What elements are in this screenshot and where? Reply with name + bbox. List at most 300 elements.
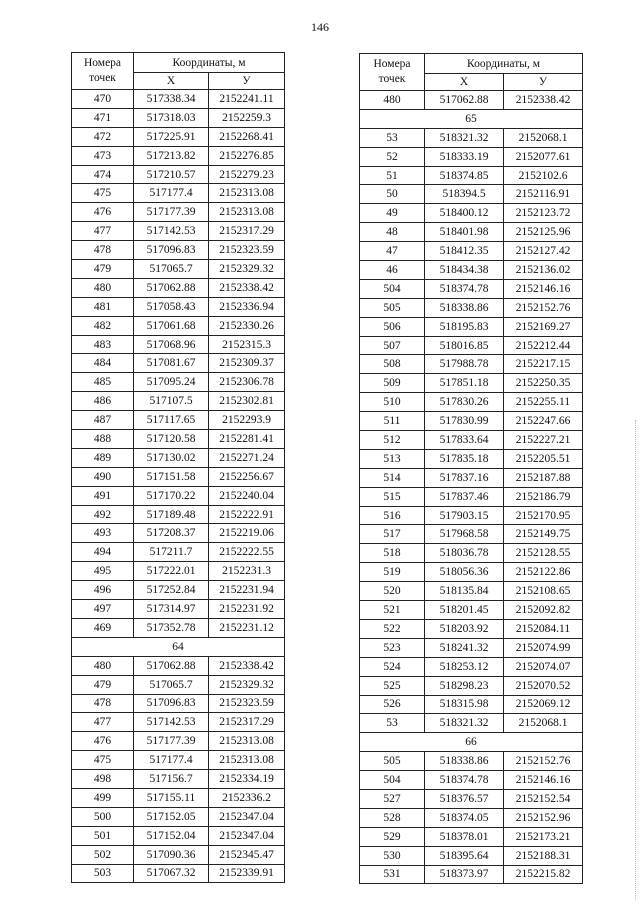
header-y: У: [504, 74, 583, 91]
x-coordinate-cell: 518195.83: [425, 317, 504, 336]
y-coordinate-cell: 2152146.16: [504, 771, 583, 790]
point-number-cell: 502: [72, 845, 134, 864]
point-number-cell: 53: [360, 714, 425, 733]
point-number-cell: 478: [72, 694, 134, 713]
y-coordinate-cell: 2152123.72: [504, 204, 583, 223]
point-number-cell: 480: [72, 278, 134, 297]
y-coordinate-cell: 2152276.85: [209, 146, 285, 165]
y-coordinate-cell: 2152317.29: [209, 713, 285, 732]
y-coordinate-cell: 2152293.9: [209, 411, 285, 430]
y-coordinate-cell: 2152241.11: [209, 90, 285, 109]
table-row: [360, 431, 583, 450]
y-coordinate-cell: 2152329.32: [209, 675, 285, 694]
point-number-cell: 522: [360, 619, 425, 638]
x-coordinate-cell: 517090.36: [134, 845, 209, 864]
x-coordinate-cell: 517833.64: [425, 431, 504, 450]
point-number-cell: 526: [360, 695, 425, 714]
y-coordinate-cell: 2152268.41: [209, 127, 285, 146]
point-number-cell: 476: [72, 203, 134, 222]
point-number-cell: 484: [72, 354, 134, 373]
header-y: У: [209, 73, 285, 90]
x-coordinate-cell: 517120.58: [134, 430, 209, 449]
x-coordinate-cell: 518298.23: [425, 676, 504, 695]
point-number-cell: 476: [72, 732, 134, 751]
x-coordinate-cell: 517065.7: [134, 675, 209, 694]
y-coordinate-cell: 2152256.67: [209, 467, 285, 486]
x-coordinate-cell: 517151.58: [134, 467, 209, 486]
point-number-cell: 477: [72, 222, 134, 241]
x-coordinate-cell: 517156.7: [134, 770, 209, 789]
x-coordinate-cell: 518400.12: [425, 204, 504, 223]
point-number-cell: 503: [72, 864, 134, 883]
x-coordinate-cell: 518036.78: [425, 544, 504, 563]
y-coordinate-cell: 2152146.16: [504, 279, 583, 298]
x-coordinate-cell: 517352.78: [134, 618, 209, 637]
x-coordinate-cell: 517067.32: [134, 864, 209, 883]
point-number-cell: 517: [360, 525, 425, 544]
y-coordinate-cell: 2152281.41: [209, 430, 285, 449]
x-coordinate-cell: 517252.84: [134, 581, 209, 600]
x-coordinate-cell: 517062.88: [425, 91, 504, 110]
point-number-cell: 504: [360, 771, 425, 790]
table-row: [360, 619, 583, 638]
table-row: [72, 732, 285, 751]
x-coordinate-cell: 518376.57: [425, 789, 504, 808]
y-coordinate-cell: 2152084.11: [504, 619, 583, 638]
table-row: [72, 127, 285, 146]
table-row: [360, 808, 583, 827]
section-row: [360, 109, 583, 128]
x-coordinate-cell: 517318.03: [134, 108, 209, 127]
y-coordinate-cell: 2152336.94: [209, 297, 285, 316]
point-number-cell: 488: [72, 430, 134, 449]
point-number-cell: 494: [72, 543, 134, 562]
table-row: [360, 393, 583, 412]
page-number: 146: [311, 20, 329, 34]
y-coordinate-cell: 2152188.31: [504, 846, 583, 865]
table-row: [72, 486, 285, 505]
x-coordinate-cell: 518241.32: [425, 638, 504, 657]
section-number: 64: [72, 637, 285, 656]
x-coordinate-cell: 518338.86: [425, 752, 504, 771]
point-number-cell: 495: [72, 562, 134, 581]
x-coordinate-cell: 518338.86: [425, 298, 504, 317]
table-row: [360, 506, 583, 525]
table-row: [360, 865, 583, 884]
y-coordinate-cell: 2152222.91: [209, 505, 285, 524]
y-coordinate-cell: 2152347.04: [209, 807, 285, 826]
point-number-cell: 528: [360, 808, 425, 827]
table-row: [360, 279, 583, 298]
y-coordinate-cell: 2152212.44: [504, 336, 583, 355]
y-coordinate-cell: 2152255.11: [504, 393, 583, 412]
x-coordinate-cell: 518374.78: [425, 771, 504, 790]
y-coordinate-cell: 2152092.82: [504, 601, 583, 620]
point-number-cell: 491: [72, 486, 134, 505]
table-row: [72, 694, 285, 713]
table-row: [360, 468, 583, 487]
x-coordinate-cell: 517107.5: [134, 392, 209, 411]
table-row: [360, 846, 583, 865]
table-row: [72, 826, 285, 845]
table-row: [360, 525, 583, 544]
y-coordinate-cell: 2152329.32: [209, 260, 285, 279]
table-row: [72, 751, 285, 770]
table-row: [360, 582, 583, 601]
table-row: [72, 278, 285, 297]
point-number-cell: 471: [72, 108, 134, 127]
x-coordinate-cell: 517208.37: [134, 524, 209, 543]
x-coordinate-cell: 518394.5: [425, 185, 504, 204]
y-coordinate-cell: 2152127.42: [504, 242, 583, 261]
point-number-cell: 524: [360, 657, 425, 676]
x-coordinate-cell: 517065.7: [134, 260, 209, 279]
y-coordinate-cell: 2152345.47: [209, 845, 285, 864]
header-point-number: Номера точек: [72, 53, 134, 90]
y-coordinate-cell: 2152068.1: [504, 714, 583, 733]
point-number-cell: 486: [72, 392, 134, 411]
table-row: [360, 355, 583, 374]
table-row: [72, 448, 285, 467]
point-number-cell: 481: [72, 297, 134, 316]
y-coordinate-cell: 2152173.21: [504, 827, 583, 846]
table-row: [360, 771, 583, 790]
point-number-cell: 506: [360, 317, 425, 336]
point-number-cell: 47: [360, 242, 425, 261]
x-coordinate-cell: 517177.39: [134, 203, 209, 222]
point-number-cell: 492: [72, 505, 134, 524]
point-number-cell: 505: [360, 298, 425, 317]
y-coordinate-cell: 2152219.06: [209, 524, 285, 543]
x-coordinate-cell: 518016.85: [425, 336, 504, 355]
x-coordinate-cell: 517058.43: [134, 297, 209, 316]
x-coordinate-cell: 518374.78: [425, 279, 504, 298]
y-coordinate-cell: 2152323.59: [209, 241, 285, 260]
table-row: [360, 449, 583, 468]
x-coordinate-cell: 517130.02: [134, 448, 209, 467]
x-coordinate-cell: 518374.05: [425, 808, 504, 827]
table-row: [72, 770, 285, 789]
coordinates-table-right: [359, 53, 583, 884]
table-row: [72, 600, 285, 619]
section-number: 65: [360, 109, 583, 128]
y-coordinate-cell: 2152170.95: [504, 506, 583, 525]
x-coordinate-cell: 517837.46: [425, 487, 504, 506]
x-coordinate-cell: 517830.99: [425, 412, 504, 431]
y-coordinate-cell: 2152306.78: [209, 373, 285, 392]
y-coordinate-cell: 2152227.21: [504, 431, 583, 450]
table-row: [360, 544, 583, 563]
header-coordinates: Координаты, м: [425, 54, 583, 74]
table-row: [360, 336, 583, 355]
table-row: [72, 562, 285, 581]
y-coordinate-cell: 2152338.42: [209, 656, 285, 675]
point-number-cell: 478: [72, 241, 134, 260]
y-coordinate-cell: 2152336.2: [209, 788, 285, 807]
y-coordinate-cell: 2152217.15: [504, 355, 583, 374]
header-point-number: Номера точек: [360, 54, 425, 91]
table-row: [72, 467, 285, 486]
y-coordinate-cell: 2152231.92: [209, 600, 285, 619]
table-row: [72, 335, 285, 354]
point-number-cell: 518: [360, 544, 425, 563]
point-number-cell: 529: [360, 827, 425, 846]
coordinates-table-left: [71, 52, 285, 883]
y-coordinate-cell: 2152247.66: [504, 412, 583, 431]
x-coordinate-cell: 517211.7: [134, 543, 209, 562]
table-row: [72, 392, 285, 411]
table-row: [360, 242, 583, 261]
x-coordinate-cell: 517081.67: [134, 354, 209, 373]
y-coordinate-cell: 2152116.91: [504, 185, 583, 204]
table-row: [72, 524, 285, 543]
y-coordinate-cell: 2152136.02: [504, 261, 583, 280]
table-row: [360, 204, 583, 223]
x-coordinate-cell: 517177.4: [134, 184, 209, 203]
table-row: [72, 864, 285, 883]
x-coordinate-cell: 518315.98: [425, 695, 504, 714]
x-coordinate-cell: 518321.32: [425, 714, 504, 733]
x-coordinate-cell: 517062.88: [134, 656, 209, 675]
table-row: [72, 581, 285, 600]
x-coordinate-cell: 517988.78: [425, 355, 504, 374]
section-row: [360, 733, 583, 752]
x-coordinate-cell: 517170.22: [134, 486, 209, 505]
table-row: [72, 845, 285, 864]
point-number-cell: 527: [360, 789, 425, 808]
point-number-cell: 49: [360, 204, 425, 223]
table-row: [360, 563, 583, 582]
y-coordinate-cell: 2152339.91: [209, 864, 285, 883]
section-number: 66: [360, 733, 583, 752]
point-number-cell: 508: [360, 355, 425, 374]
y-coordinate-cell: 2152077.61: [504, 147, 583, 166]
y-coordinate-cell: 2152330.26: [209, 316, 285, 335]
y-coordinate-cell: 2152317.29: [209, 222, 285, 241]
point-number-cell: 493: [72, 524, 134, 543]
table-row: [72, 430, 285, 449]
point-number-cell: 479: [72, 260, 134, 279]
table-row: [360, 261, 583, 280]
table-row: [72, 505, 285, 524]
y-coordinate-cell: 2152279.23: [209, 165, 285, 184]
point-number-cell: 496: [72, 581, 134, 600]
point-number-cell: 470: [72, 90, 134, 109]
y-coordinate-cell: 2152222.55: [209, 543, 285, 562]
table-row: [360, 827, 583, 846]
table-row: [72, 108, 285, 127]
y-coordinate-cell: 2152074.99: [504, 638, 583, 657]
point-number-cell: 511: [360, 412, 425, 431]
table-row: [360, 166, 583, 185]
y-coordinate-cell: 2152205.51: [504, 449, 583, 468]
header-coordinates: Координаты, м: [134, 53, 285, 73]
point-number-cell: 510: [360, 393, 425, 412]
table-row: [360, 412, 583, 431]
x-coordinate-cell: 518378.01: [425, 827, 504, 846]
point-number-cell: 483: [72, 335, 134, 354]
x-coordinate-cell: 517213.82: [134, 146, 209, 165]
table-row: [360, 714, 583, 733]
x-coordinate-cell: 518201.45: [425, 601, 504, 620]
y-coordinate-cell: 2152152.76: [504, 752, 583, 771]
x-coordinate-cell: 517314.97: [134, 600, 209, 619]
y-coordinate-cell: 2152069.12: [504, 695, 583, 714]
header-x: X: [134, 73, 209, 90]
point-number-cell: 475: [72, 751, 134, 770]
y-coordinate-cell: 2152125.96: [504, 223, 583, 242]
point-number-cell: 48: [360, 223, 425, 242]
y-coordinate-cell: 2152068.1: [504, 128, 583, 147]
point-number-cell: 507: [360, 336, 425, 355]
y-coordinate-cell: 2152313.08: [209, 184, 285, 203]
x-coordinate-cell: 517851.18: [425, 374, 504, 393]
point-number-cell: 531: [360, 865, 425, 884]
point-number-cell: 519: [360, 563, 425, 582]
table-row: [72, 675, 285, 694]
table-row: [72, 90, 285, 109]
x-coordinate-cell: 517068.96: [134, 335, 209, 354]
section-row: [72, 637, 285, 656]
point-number-cell: 514: [360, 468, 425, 487]
x-coordinate-cell: 517835.18: [425, 449, 504, 468]
x-coordinate-cell: 518135.84: [425, 582, 504, 601]
y-coordinate-cell: 2152250.35: [504, 374, 583, 393]
table-row: [72, 165, 285, 184]
point-number-cell: 50: [360, 185, 425, 204]
y-coordinate-cell: 2152338.42: [504, 91, 583, 110]
table-row: [72, 411, 285, 430]
y-coordinate-cell: 2152074.07: [504, 657, 583, 676]
y-coordinate-cell: 2152152.54: [504, 789, 583, 808]
table-row: [72, 656, 285, 675]
point-number-cell: 487: [72, 411, 134, 430]
table-row: [72, 807, 285, 826]
y-coordinate-cell: 2152231.12: [209, 618, 285, 637]
table-row: [72, 241, 285, 260]
y-coordinate-cell: 2152313.08: [209, 203, 285, 222]
point-number-cell: 53: [360, 128, 425, 147]
point-number-cell: 513: [360, 449, 425, 468]
x-coordinate-cell: 517155.11: [134, 788, 209, 807]
table-row: [360, 676, 583, 695]
y-coordinate-cell: 2152334.19: [209, 770, 285, 789]
y-coordinate-cell: 2152122.86: [504, 563, 583, 582]
y-coordinate-cell: 2152313.08: [209, 751, 285, 770]
table-row: [72, 316, 285, 335]
y-coordinate-cell: 2152323.59: [209, 694, 285, 713]
point-number-cell: 515: [360, 487, 425, 506]
table-row: [360, 147, 583, 166]
y-coordinate-cell: 2152309.37: [209, 354, 285, 373]
y-coordinate-cell: 2152169.27: [504, 317, 583, 336]
point-number-cell: 523: [360, 638, 425, 657]
table-row: [360, 185, 583, 204]
x-coordinate-cell: 517177.39: [134, 732, 209, 751]
x-coordinate-cell: 517061.68: [134, 316, 209, 335]
point-number-cell: 482: [72, 316, 134, 335]
header-x: X: [425, 74, 504, 91]
y-coordinate-cell: 2152070.52: [504, 676, 583, 695]
x-coordinate-cell: 517095.24: [134, 373, 209, 392]
y-coordinate-cell: 2152128.55: [504, 544, 583, 563]
point-number-cell: 475: [72, 184, 134, 203]
y-coordinate-cell: 2152313.08: [209, 732, 285, 751]
table-row: [72, 618, 285, 637]
point-number-cell: 497: [72, 600, 134, 619]
point-number-cell: 51: [360, 166, 425, 185]
table-row: [360, 128, 583, 147]
point-number-cell: 479: [72, 675, 134, 694]
point-number-cell: 512: [360, 431, 425, 450]
point-number-cell: 498: [72, 770, 134, 789]
x-coordinate-cell: 517142.53: [134, 713, 209, 732]
point-number-cell: 509: [360, 374, 425, 393]
point-number-cell: 477: [72, 713, 134, 732]
x-coordinate-cell: 517338.34: [134, 90, 209, 109]
table-row: [72, 203, 285, 222]
point-number-cell: 530: [360, 846, 425, 865]
x-coordinate-cell: 517152.05: [134, 807, 209, 826]
x-coordinate-cell: 518056.36: [425, 563, 504, 582]
table-row: [360, 374, 583, 393]
y-coordinate-cell: 2152149.75: [504, 525, 583, 544]
y-coordinate-cell: 2152347.04: [209, 826, 285, 845]
table-row: [360, 91, 583, 110]
point-number-cell: 472: [72, 127, 134, 146]
point-number-cell: 46: [360, 261, 425, 280]
x-coordinate-cell: 517096.83: [134, 694, 209, 713]
table-row: [72, 222, 285, 241]
x-coordinate-cell: 517903.15: [425, 506, 504, 525]
x-coordinate-cell: 517210.57: [134, 165, 209, 184]
point-number-cell: 473: [72, 146, 134, 165]
scan-edge-marks: [633, 420, 636, 900]
y-coordinate-cell: 2152259.3: [209, 108, 285, 127]
point-number-cell: 500: [72, 807, 134, 826]
x-coordinate-cell: 517189.48: [134, 505, 209, 524]
y-coordinate-cell: 2152338.42: [209, 278, 285, 297]
x-coordinate-cell: 517152.04: [134, 826, 209, 845]
x-coordinate-cell: 517177.4: [134, 751, 209, 770]
point-number-cell: 474: [72, 165, 134, 184]
point-number-cell: 520: [360, 582, 425, 601]
point-number-cell: 52: [360, 147, 425, 166]
point-number-cell: 489: [72, 448, 134, 467]
point-number-cell: 505: [360, 752, 425, 771]
point-number-cell: 480: [360, 91, 425, 110]
x-coordinate-cell: 517117.65: [134, 411, 209, 430]
table-row: [72, 297, 285, 316]
x-coordinate-cell: 517837.16: [425, 468, 504, 487]
x-coordinate-cell: 518333.19: [425, 147, 504, 166]
point-number-cell: 485: [72, 373, 134, 392]
table-row: [360, 638, 583, 657]
table-row: [72, 373, 285, 392]
y-coordinate-cell: 2152108.65: [504, 582, 583, 601]
point-number-cell: 516: [360, 506, 425, 525]
x-coordinate-cell: 518253.12: [425, 657, 504, 676]
y-coordinate-cell: 2152186.79: [504, 487, 583, 506]
y-coordinate-cell: 2152240.04: [209, 486, 285, 505]
x-coordinate-cell: 518373.97: [425, 865, 504, 884]
table-row: [72, 788, 285, 807]
x-coordinate-cell: 517222.01: [134, 562, 209, 581]
point-number-cell: 521: [360, 601, 425, 620]
x-coordinate-cell: 518395.64: [425, 846, 504, 865]
table-row: [360, 752, 583, 771]
x-coordinate-cell: 517225.91: [134, 127, 209, 146]
